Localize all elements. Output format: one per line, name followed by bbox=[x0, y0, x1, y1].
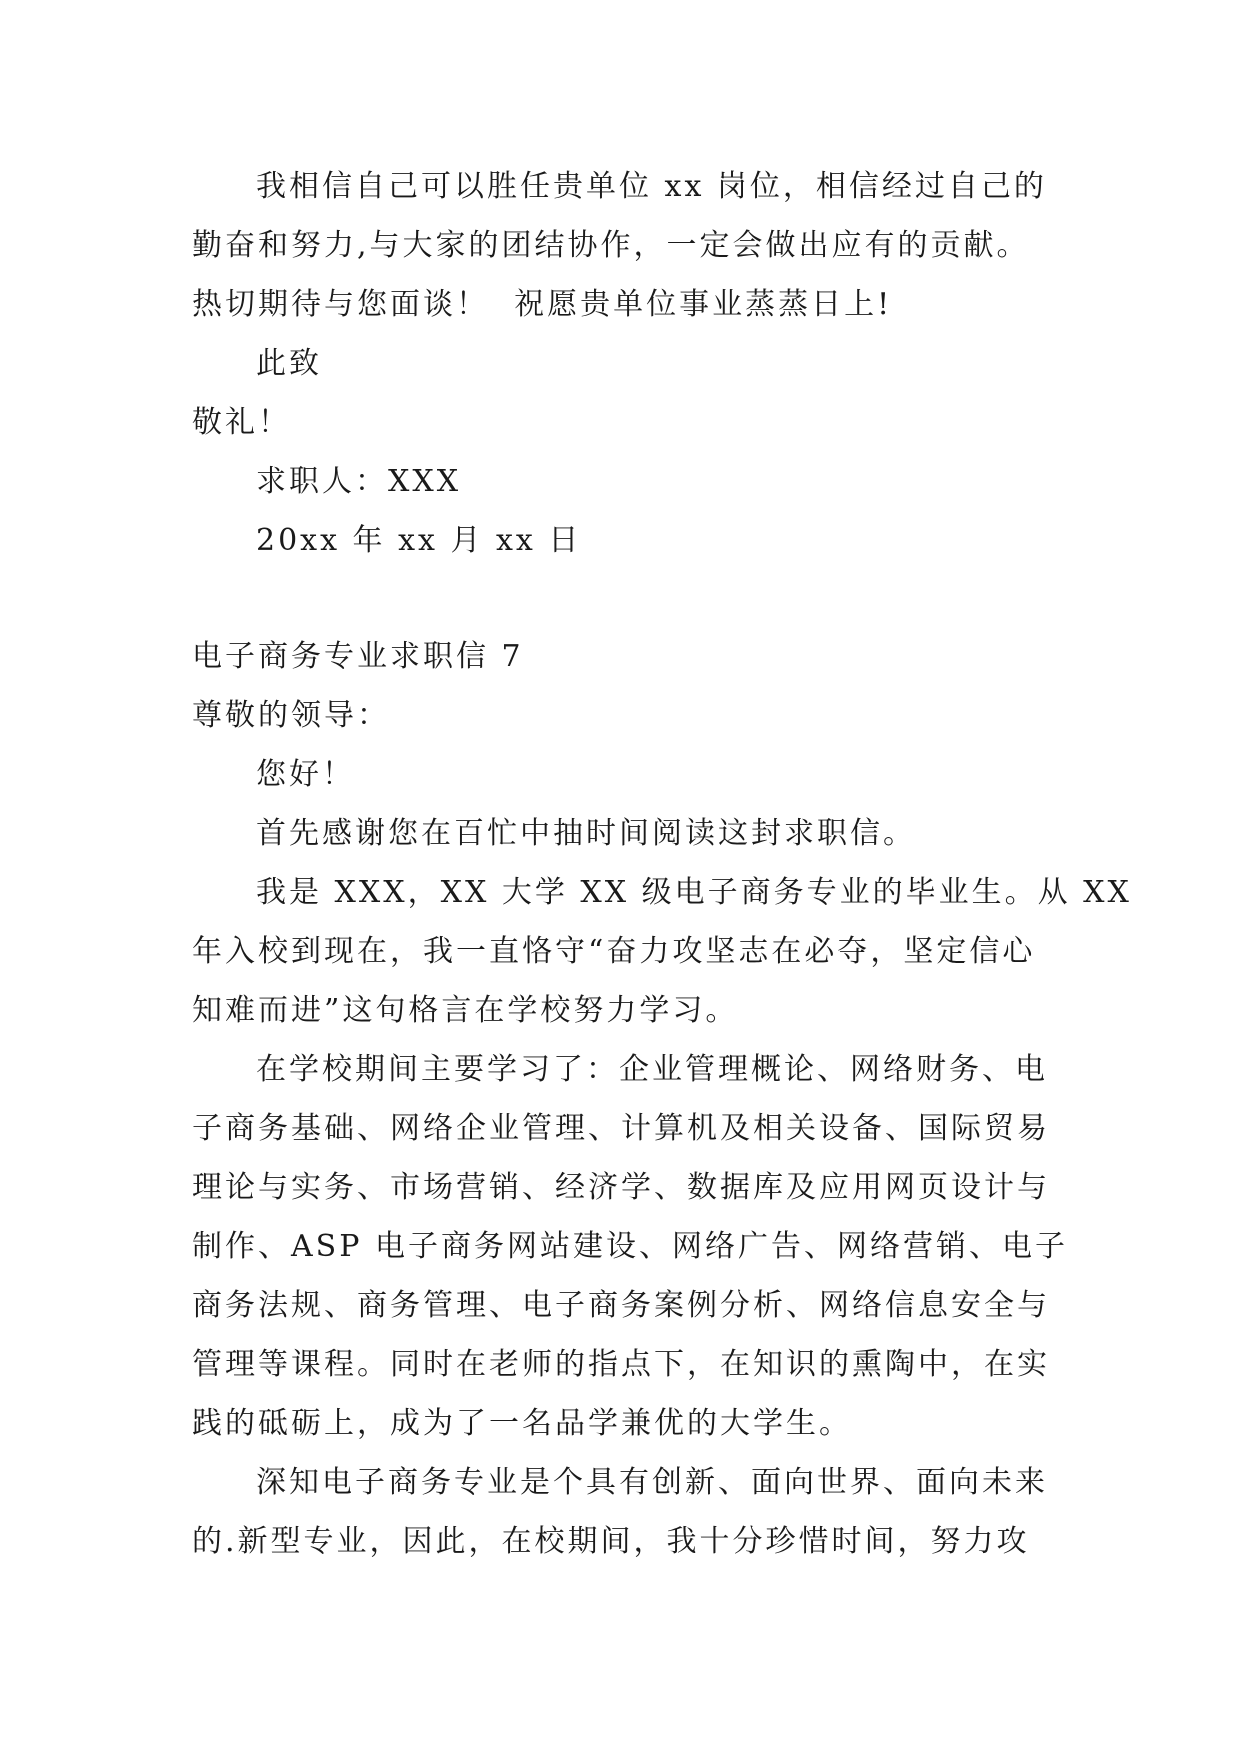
closing-text: 此致 bbox=[256, 346, 322, 381]
greeting-text: 您好！ bbox=[256, 757, 355, 792]
applicant-signature: 求职人：XXX bbox=[256, 464, 462, 499]
addressee-text: 尊敬的领导： bbox=[192, 698, 390, 733]
paragraph-line: 理论与实务、市场营销、经济学、数据库及应用网页设计与 bbox=[192, 1170, 1050, 1205]
paragraph-line: 制作、ASP 电子商务网站建设、网络广告、网络营销、电子 bbox=[192, 1229, 1068, 1264]
paragraph-line: 的.新型专业，因此，在校期间，我十分珍惜时间，努力攻 bbox=[192, 1524, 1030, 1559]
paragraph-line: 勤奋和努力,与大家的团结协作，一定会做出应有的贡献。 bbox=[192, 228, 1030, 263]
paragraph-line: 我相信自己可以胜任贵单位 xx 岗位，相信经过自己的 bbox=[256, 169, 1047, 204]
paragraph-line: 在学校期间主要学习了：企业管理概论、网络财务、电 bbox=[256, 1052, 1048, 1087]
paragraph-line: 商务法规、商务管理、电子商务案例分析、网络信息安全与 bbox=[192, 1288, 1050, 1323]
paragraph-line: 管理等课程。同时在老师的指点下，在知识的熏陶中，在实 bbox=[192, 1347, 1050, 1382]
paragraph-line: 知难而进”这句格言在学校努力学习。 bbox=[192, 993, 739, 1028]
paragraph-line: 首先感谢您在百忙中抽时间阅读这封求职信。 bbox=[256, 816, 916, 851]
paragraph-line: 我是 XXX，XX 大学 XX 级电子商务专业的毕业生。从 XX bbox=[256, 875, 1132, 910]
paragraph-line: 热切期待与您面谈！ 祝愿贵单位事业蒸蒸日上! bbox=[192, 287, 893, 322]
paragraph-line: 年入校到现在，我一直恪守“奋力攻坚志在必夺，坚定信心 bbox=[192, 934, 1036, 969]
paragraph-line: 深知电子商务专业是个具有创新、面向世界、面向未来 bbox=[256, 1465, 1048, 1500]
paragraph-line: 践的砥砺上，成为了一名品学兼优的大学生。 bbox=[192, 1406, 852, 1441]
section-title: 电子商务专业求职信 7 bbox=[192, 639, 524, 674]
letter-date: 20xx 年 xx 月 xx 日 bbox=[256, 523, 582, 558]
paragraph-line: 子商务基础、网络企业管理、计算机及相关设备、国际贸易 bbox=[192, 1111, 1050, 1146]
salutation-text: 敬礼！ bbox=[192, 405, 291, 440]
